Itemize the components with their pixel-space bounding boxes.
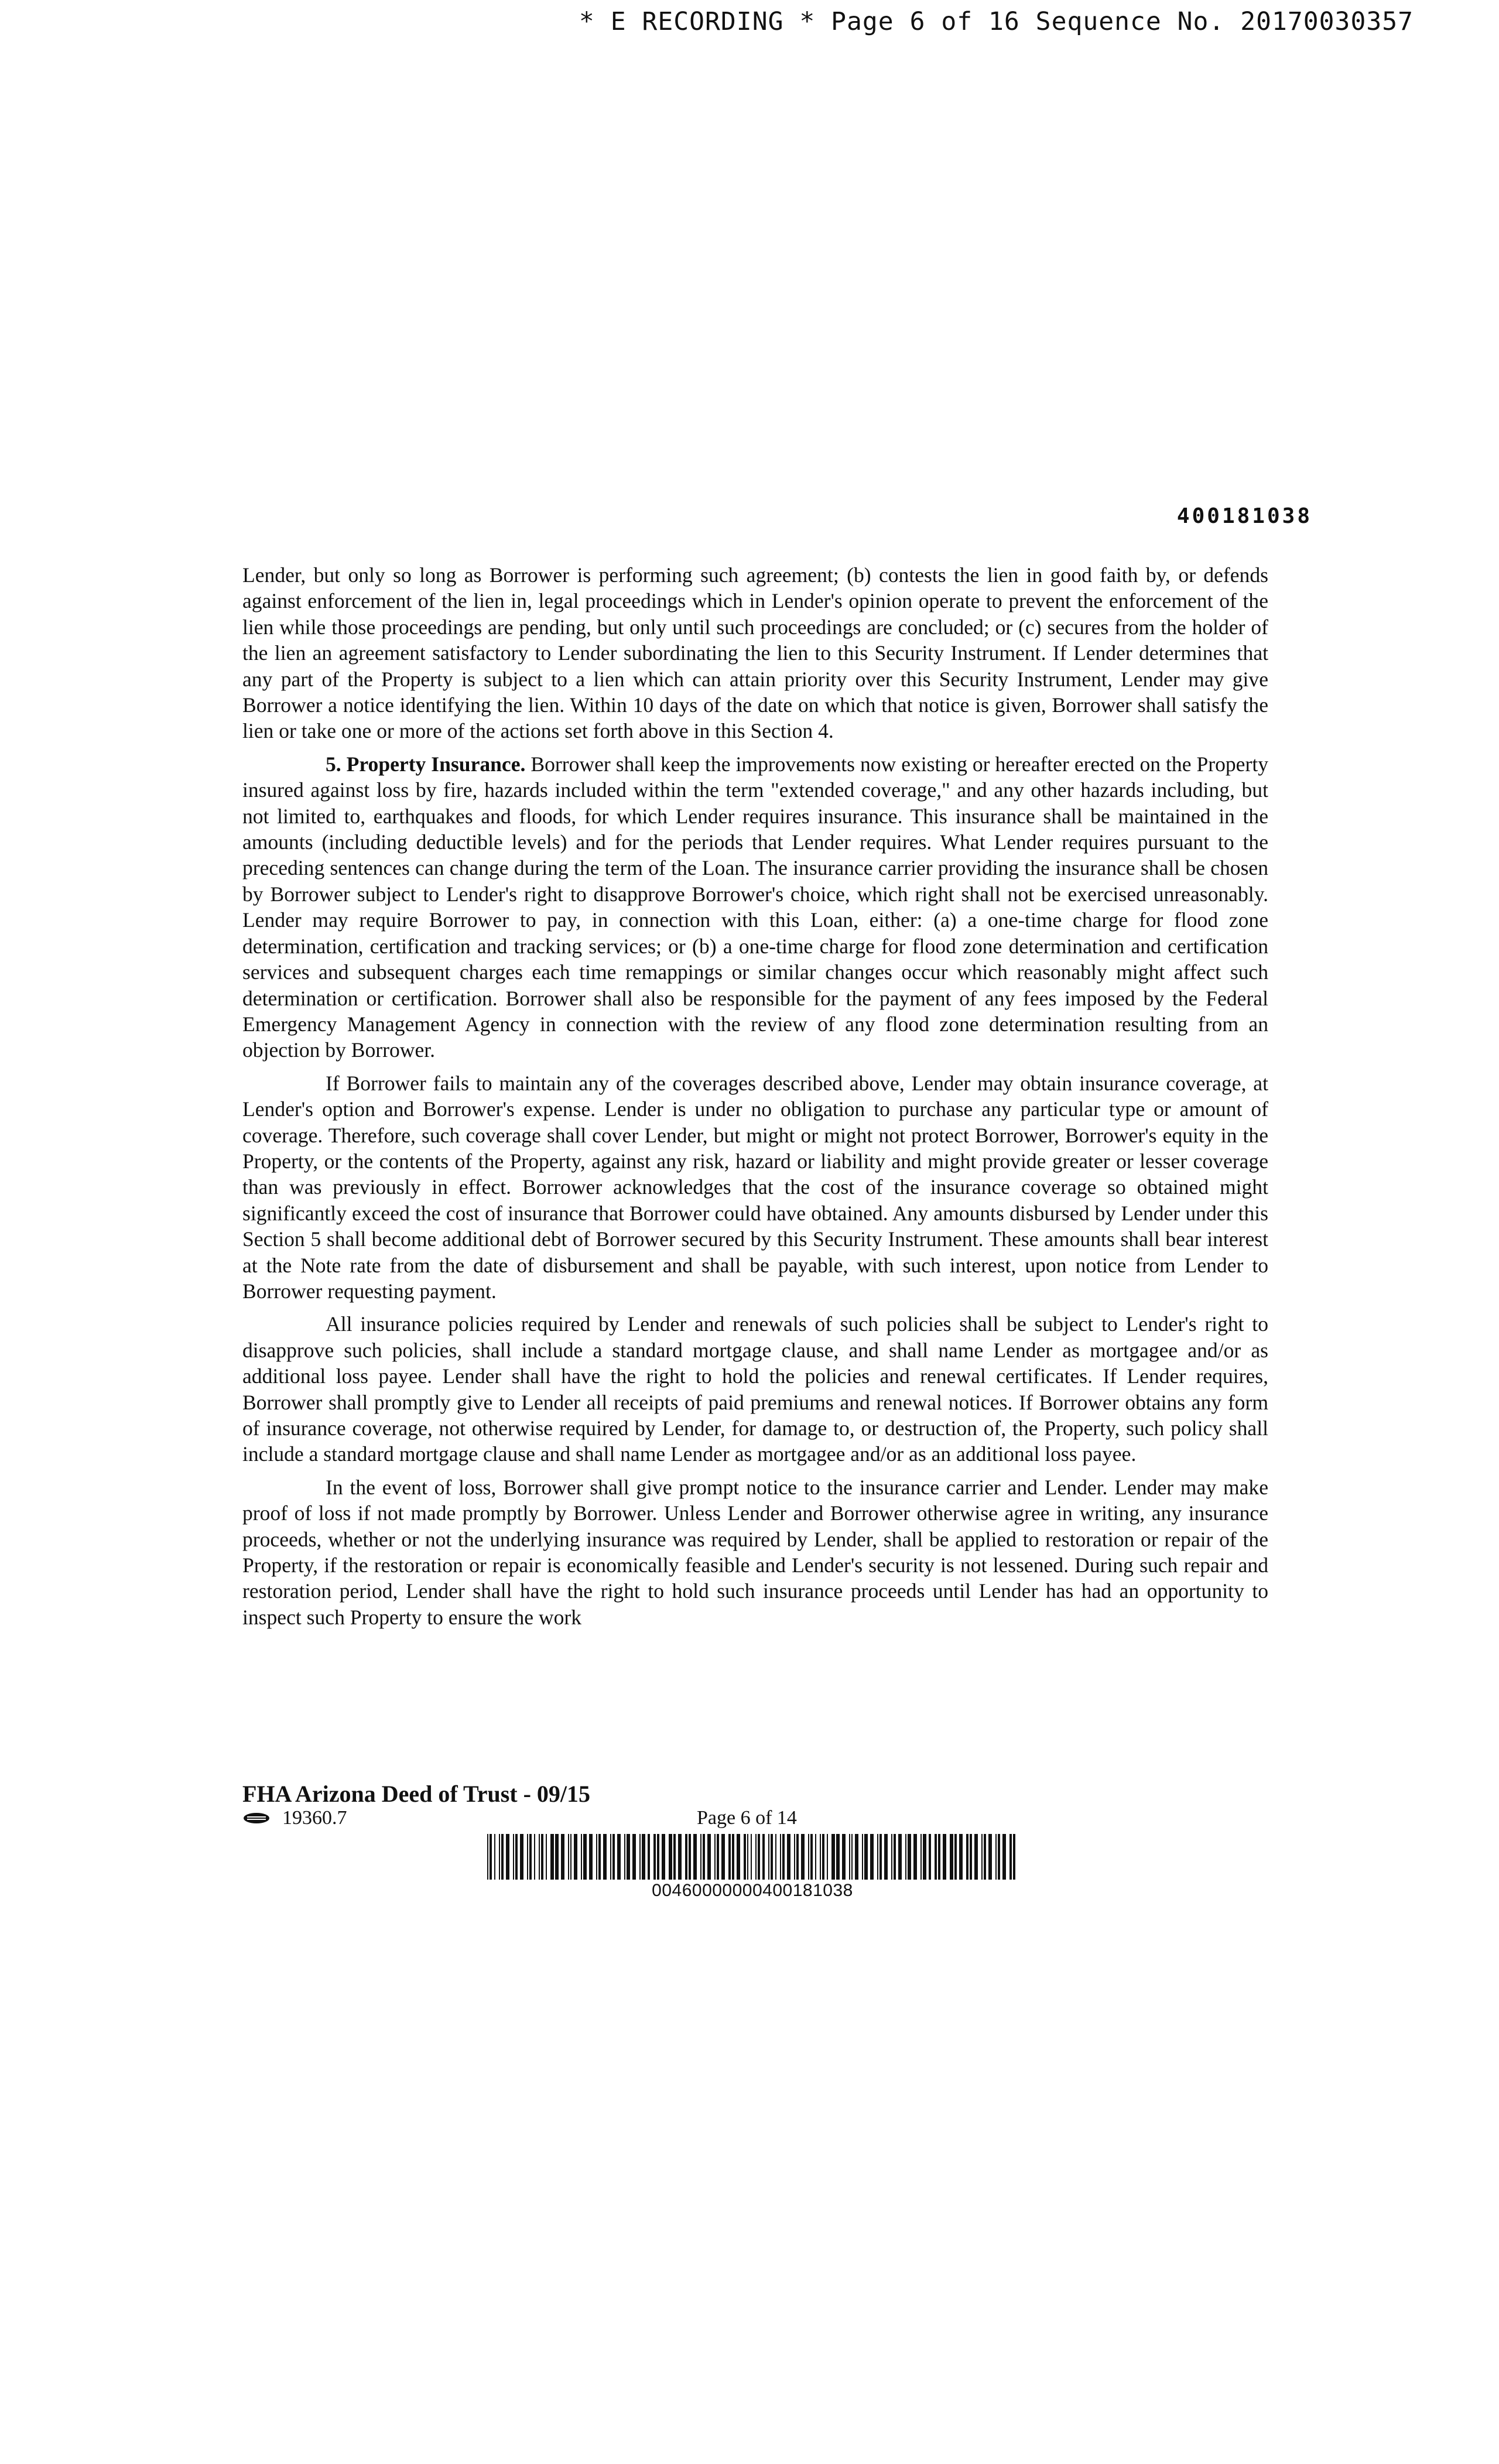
barcode-bar: [624, 1834, 625, 1880]
section5-heading: 5. Property Insurance.: [326, 752, 526, 776]
barcode-bar: [787, 1834, 790, 1880]
loan-number: 400181038: [1176, 504, 1312, 528]
paragraph-coverage-failure: If Borrower fails to maintain any of the coverages described above, Lender may obtain insurance coverage, at Lender's option and Borrower's expense. Lender is under no obligation to purchase any particular type or amount of coverage. Therefore, such coverage shall cover Lender, but might or might not protect Borrower, Borrower's equity in the Property, or the contents of the Property, against any risk, hazard or liability and might provide greater or lesser coverage than was previously in effect. Borrower acknowledges that the cost of the insurance coverage so obtained might significantly exceed the cost of insurance that Borrower could have obtained. Any amounts disbursed by Lender under this Section 5 shall become additional debt of Borrower secured by this Security Instrument. These amounts shall bear interest at the Note rate from the date of disbursement and shall be payable, with such interest, upon notice from Lender to Borrower requesting payment.: [242, 1071, 1268, 1303]
barcode-bar: [610, 1834, 611, 1880]
barcode-bar: [842, 1834, 846, 1880]
document-body: [242, 562, 1268, 1637]
barcode-bar: [950, 1834, 953, 1880]
barcode-bar: [796, 1834, 799, 1880]
barcode-bar: [581, 1834, 582, 1880]
barcode-bar: [966, 1834, 968, 1880]
barcode-bar: [775, 1834, 776, 1880]
section5-text: Borrower shall keep the improvements now existing or hereafter erected on the Property insured against loss by fire, hazards included within the term "extended coverage," and any other hazards including, but not limited to, earthquakes and floods, for which Lender requires insurance. This insurance shall be maintained in the amounts (including deductible levels) and for the periods that Lender requires. What Lender requires pursuant to the preceding sentences can change during the term of the Loan. The insurance carrier providing the insurance shall be chosen by Borrower subject to Lender's right to disapprove Borrower's choice, which right shall not be exercised unreasonably. Lender may require Borrower to pay, in connection with this Loan, either: (a) a one-time charge for flood zone determination, certification and tracking services; or (b) a one-time charge for flood zone determination and certification services and subsequent charges each time remappings or similar changes occur which reasonably might affect such determination or certification. Borrower shall also be responsible for the payment of any fees imposed by the Federal Emergency Management Agency in connection with the review of any flood zone determination resulting from an objection by Borrower.: [242, 752, 1268, 1062]
barcode-bar: [494, 1834, 495, 1880]
barcode-bar: [751, 1834, 752, 1880]
barcode-bar: [762, 1834, 765, 1880]
barcode-bar: [794, 1834, 795, 1880]
barcode-bar: [810, 1834, 813, 1880]
barcode-bar: [520, 1834, 523, 1880]
barcode-bar: [673, 1834, 676, 1880]
barcode-bar: [499, 1834, 500, 1880]
barcode-bar: [879, 1834, 882, 1880]
barcode-bar: [568, 1834, 569, 1880]
barcode-bar: [831, 1834, 835, 1880]
barcode-bar: [642, 1834, 645, 1880]
barcode: [487, 1834, 1018, 1880]
barcode-bar: [589, 1834, 593, 1880]
barcode-bar: [513, 1834, 514, 1880]
barcode-bar: [490, 1834, 492, 1880]
barcode-bar: [707, 1834, 711, 1880]
form-number-line: [242, 1807, 347, 1829]
barcode-bar: [685, 1834, 687, 1880]
barcode-bar: [970, 1834, 972, 1880]
barcode-bar: [849, 1834, 850, 1880]
barcode-bar: [984, 1834, 986, 1880]
barcode-bar: [836, 1834, 840, 1880]
barcode-bar: [929, 1834, 931, 1880]
barcode-bar: [501, 1834, 504, 1880]
barcode-bar: [771, 1834, 773, 1880]
barcode-bar: [653, 1834, 656, 1880]
barcode-bar: [981, 1834, 983, 1880]
barcode-bar: [974, 1834, 978, 1880]
barcode-bar: [758, 1834, 760, 1880]
paragraph-section4-continued: Lender, but only so long as Borrower is performing such agreement; (b) contests the lien in good faith by, or defends against enforcement of the lien in, legal proceedings which in Lender's opinion operate to prevent the enforcement of the lien while those proceedings are pending, but only until such proceedings are concluded; or (c) secures from the holder of the lien an agreement satisfactory to Lender subordinating the lien to this Security Instrument. If Lender determines that any part of the Property is subject to a lien which can attain priority over this Security Instrument, Lender may give Borrower a notice identifying the lien. Within 10 days of the date on which that notice is given, Borrower shall satisfy the lien or take one or more of the actions set forth above in this Section 4.: [242, 563, 1268, 743]
barcode-bar: [908, 1834, 911, 1880]
barcode-bar: [954, 1834, 957, 1880]
barcode-bar: [732, 1834, 734, 1880]
barcode-bar: [669, 1834, 672, 1880]
form-title: FHA Arizona Deed of Trust - 09/15: [242, 1781, 591, 1807]
barcode-bar: [678, 1834, 682, 1880]
barcode-bar: [943, 1834, 946, 1880]
page-number: Page 6 of 14: [697, 1807, 797, 1829]
barcode-bar: [534, 1834, 535, 1880]
barcode-bar: [822, 1834, 824, 1880]
barcode-bar: [583, 1834, 587, 1880]
barcode-bar: [780, 1834, 781, 1880]
barcode-bar: [864, 1834, 868, 1880]
barcode-bar: [755, 1834, 757, 1880]
barcode-bar: [721, 1834, 725, 1880]
barcode-bar: [506, 1834, 509, 1880]
barcode-bar: [938, 1834, 940, 1880]
barcode-bar: [717, 1834, 719, 1880]
barcode-bar: [487, 1834, 488, 1880]
barcode-bar: [612, 1834, 615, 1880]
barcode-bar: [617, 1834, 621, 1880]
barcode-bar: [747, 1834, 748, 1880]
barcode-bar: [744, 1834, 746, 1880]
barcode-bar: [541, 1834, 543, 1880]
form-vendor-logo-icon: [242, 1812, 271, 1825]
barcode-bar: [703, 1834, 705, 1880]
barcode-bar: [820, 1834, 821, 1880]
barcode-bar: [768, 1834, 769, 1880]
barcode-bar: [988, 1834, 992, 1880]
barcode-bar: [529, 1834, 532, 1880]
barcode-bar: [995, 1834, 997, 1880]
barcode-bar: [555, 1834, 559, 1880]
barcode-bar: [598, 1834, 601, 1880]
barcode-bar: [561, 1834, 564, 1880]
barcode-bar: [627, 1834, 630, 1880]
barcode-bar: [870, 1834, 874, 1880]
barcode-bar: [714, 1834, 716, 1880]
barcode-number: 00460000000400181038: [652, 1881, 853, 1900]
barcode-bar: [884, 1834, 888, 1880]
barcode-bar: [689, 1834, 691, 1880]
barcode-bar: [515, 1834, 518, 1880]
barcode-bar: [662, 1834, 665, 1880]
barcode-bar: [891, 1834, 892, 1880]
barcode-bar: [815, 1834, 816, 1880]
barcode-bar: [700, 1834, 701, 1880]
barcode-bar: [728, 1834, 731, 1880]
barcode-bar: [827, 1834, 828, 1880]
barcode-bar: [603, 1834, 607, 1880]
barcode-bar: [862, 1834, 863, 1880]
barcode-bar: [898, 1834, 902, 1880]
barcode-bar: [935, 1834, 937, 1880]
barcode-bar: [923, 1834, 926, 1880]
barcode-bar: [737, 1834, 740, 1880]
barcode-bar: [1013, 1834, 1015, 1880]
barcode-bar: [851, 1834, 853, 1880]
barcode-bar: [855, 1834, 858, 1880]
barcode-bar: [877, 1834, 878, 1880]
paragraph-section5: [242, 751, 1268, 1063]
paragraph-insurance-policies: All insurance policies required by Lender and renewals of such policies shall be subject to Lender's right to disapprove such policies, shall include a standard mortgage clause, and shall name Lender as mortgagee and/or as additional loss payee. Lender shall have the right to hold the policies and renewal certificates. If Lender requires, Borrower shall promptly give to Lender all receipts of paid premiums and renewal notices. If Borrower obtains any form of insurance coverage, not otherwise required by Lender, for damage to, or destruction of, the Property, such policy shall include a standard mortgage clause and shall name Lender as mortgagee and/or as an additional loss payee.: [242, 1312, 1268, 1466]
barcode-bar: [550, 1834, 554, 1880]
barcode-bar: [570, 1834, 571, 1880]
form-number: 19360.7: [282, 1807, 347, 1829]
barcode-bar: [546, 1834, 547, 1880]
barcode-bar: [894, 1834, 896, 1880]
barcode-bar: [657, 1834, 659, 1880]
barcode-bar: [527, 1834, 528, 1880]
barcode-bar: [1002, 1834, 1006, 1880]
barcode-bar: [801, 1834, 805, 1880]
barcode-bar: [693, 1834, 697, 1880]
barcode-bar: [632, 1834, 636, 1880]
barcode-bar: [920, 1834, 922, 1880]
paragraph-event-of-loss: In the event of loss, Borrower shall give prompt notice to the insurance carrier and Lender. Lender may make proof of loss if not made promptly by Borrower. Unless Lender and Borrower otherwise agree in writing, any insurance proceeds, whether or not the underlying insurance was required by Lender, shall be applied to restoration or repair of the Property, if the restoration or repair is economically feasible and Lender's security is not lessened. During such repair and restoration period, Lender shall have the right to hold such insurance proceeds until Lender has had an opportunity to inspect such Property to ensure the work: [242, 1475, 1268, 1629]
recording-header: * E RECORDING * Page 6 of 16 Sequence No. 20170030357: [579, 7, 1414, 36]
barcode-bar: [782, 1834, 785, 1880]
barcode-bar: [808, 1834, 809, 1880]
barcode-bar: [574, 1834, 577, 1880]
barcode-bar: [913, 1834, 917, 1880]
barcode-bar: [998, 1834, 1000, 1880]
barcode-bar: [905, 1834, 906, 1880]
barcode-bar: [959, 1834, 963, 1880]
barcode-bar: [648, 1834, 650, 1880]
barcode-bar: [1009, 1834, 1012, 1880]
barcode-bar: [639, 1834, 641, 1880]
barcode-bar: [596, 1834, 597, 1880]
barcode-bar: [539, 1834, 540, 1880]
